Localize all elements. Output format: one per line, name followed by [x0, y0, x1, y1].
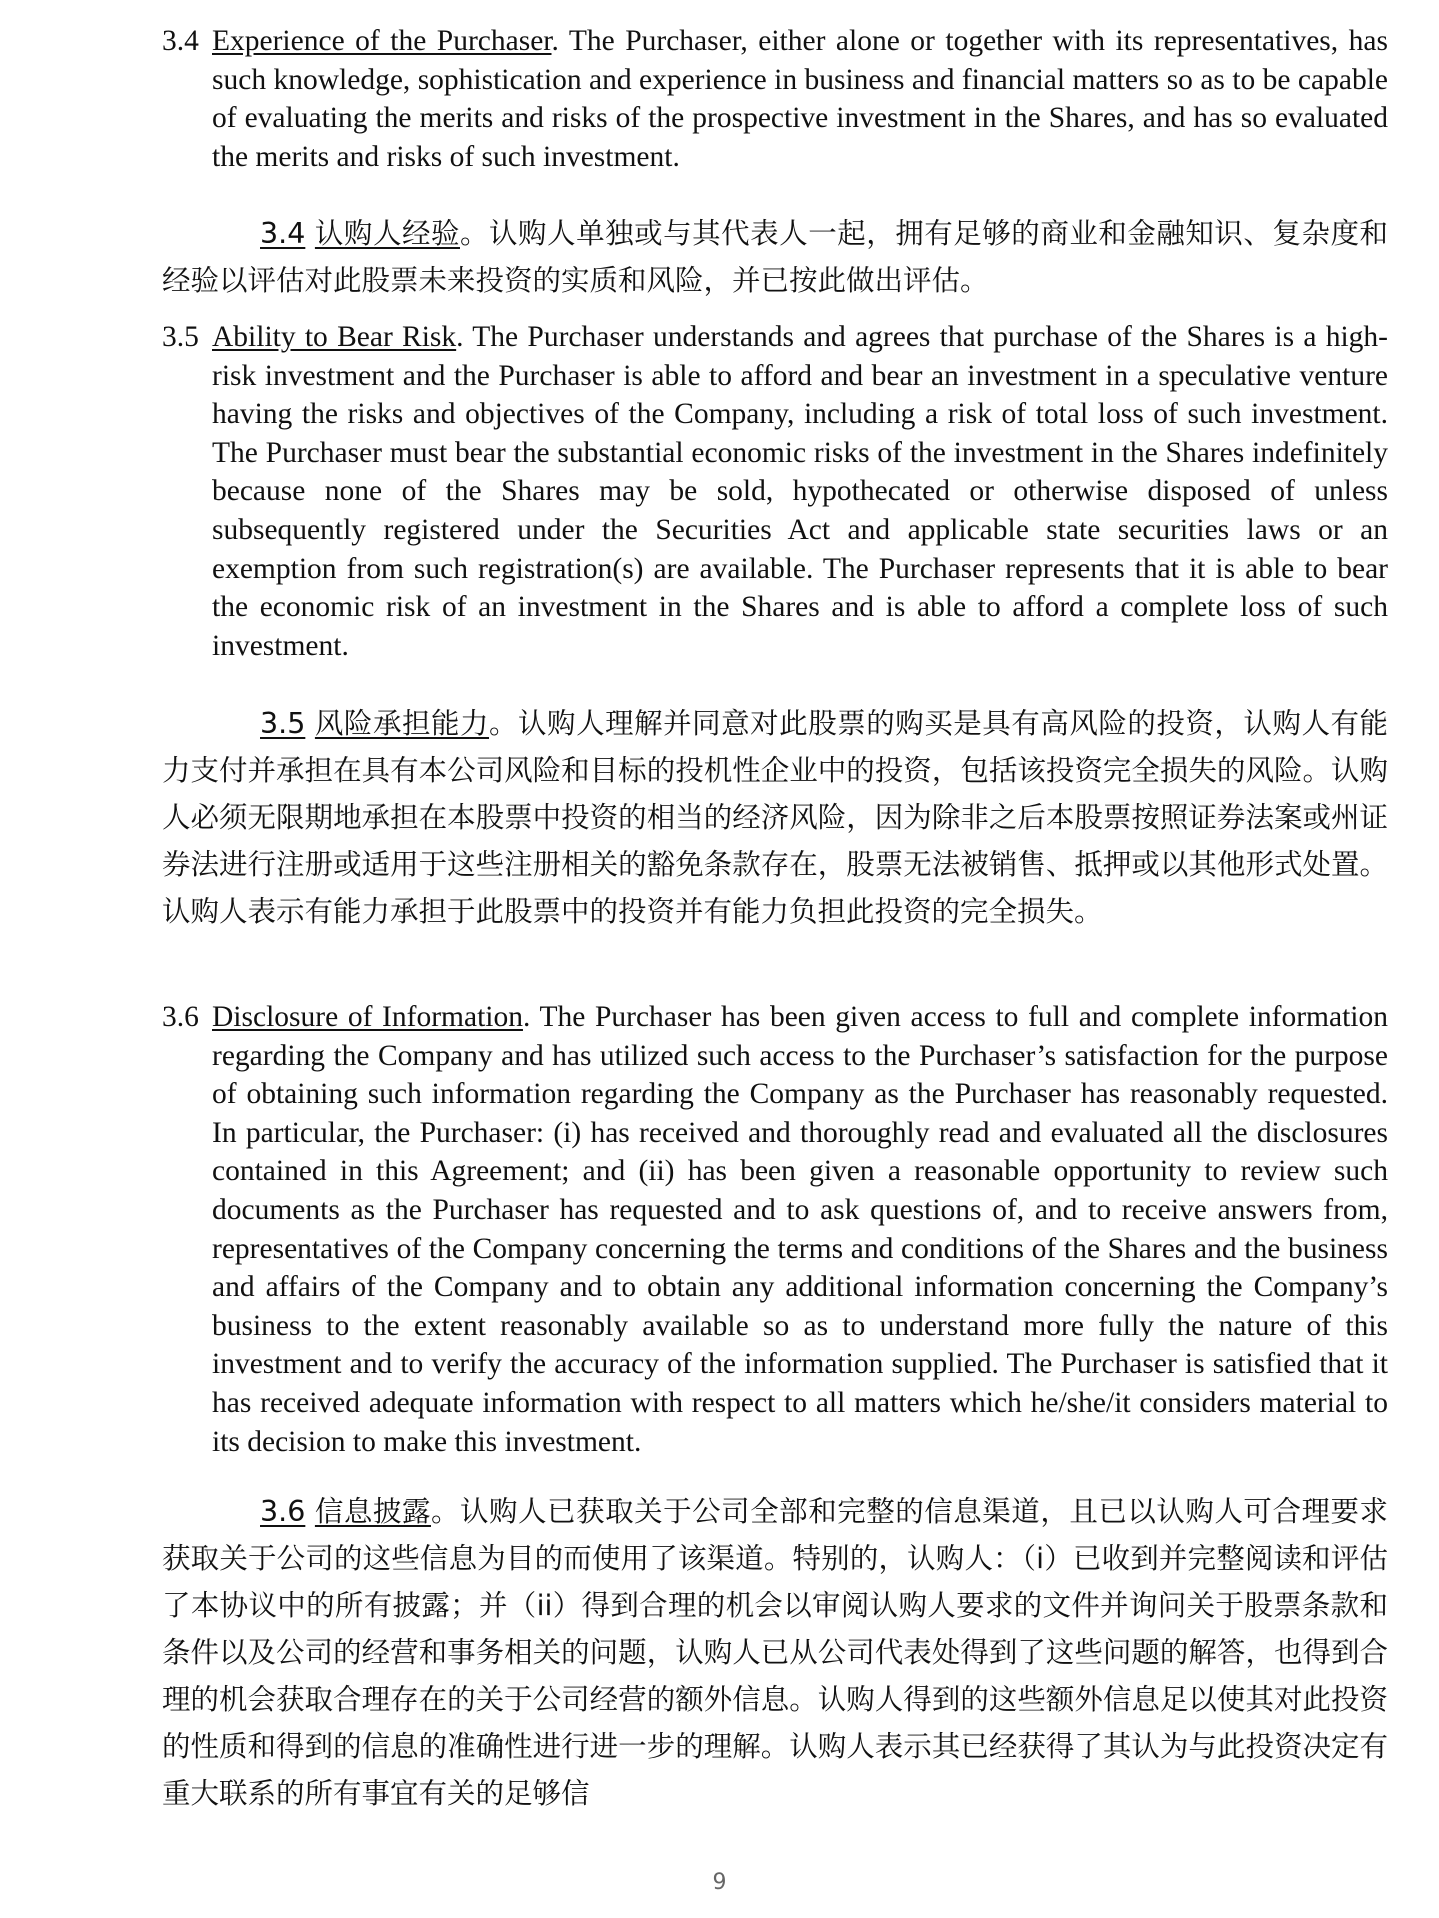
- section-body: [212, 998, 1388, 1461]
- section-number-zh: 3.6: [260, 1495, 306, 1528]
- section-text-zh: 。认购人理解并同意对此股票的购买是具有高风险的投资，认购人有能力支付并承担在具有本公司风险和目标的投机性企业中的投资，包括该投资完全损失的风险。认购人必须无限期地承担在本股票中投资的相当的经济风险，因为除非之后本股票按照证券法案或州证券法进行注册或适用于这些注册相关的豁免条款存在，股票无法被销售、抵押或以其他形式处置。认购人表示有能力承担于此股票中的投资并有能力负担此投资的完全损失。: [162, 707, 1388, 928]
- section-heading: Disclosure of Information: [212, 1001, 523, 1033]
- section-heading-zh: 认购人经验: [314, 217, 460, 250]
- page-number: 9: [712, 1870, 727, 1895]
- section-text: . The Purchaser understands and agrees that purchase of the Shares is a high-risk investment and the Purchaser is able to afford and bear an investment in a speculative venture having the risks and objectives of the Company, including a risk of total loss of such investment. The Purchaser must bear the substantial economic risks of the investment in the Shares indefinitely because none of the Shares may be sold, hypothecated or otherwise disposed of unless subsequently registered under the Securities Act and applicable state securities laws or an exemption from such registration(s) are available. The Purchaser represents that it is able to bear the economic risk of an investment in the Shares and is able to afford a complete loss of such investment.: [212, 321, 1388, 662]
- section-text: . The Purchaser, either alone or together with its representatives, has such knowledge, sophistication and experience in business and financial matters so as to be capable of evaluating the merits and risks of the prospective investment in the Shares, and has so evaluated the merits and risks of such investment.: [212, 25, 1388, 173]
- section-heading-zh: 信息披露: [314, 1495, 431, 1528]
- section-number: 3.6: [162, 1001, 199, 1033]
- section-heading: Experience of the Purchaser: [212, 25, 552, 57]
- section-3-4-zh: [162, 210, 1388, 304]
- section-body: [212, 318, 1388, 665]
- section-number-zh: 3.4: [260, 217, 306, 250]
- section-3-4-en: [162, 22, 1388, 176]
- section-heading-zh: 风险承担能力: [314, 707, 490, 740]
- section-heading: Ability to Bear Risk: [212, 321, 457, 353]
- section-number-zh: 3.5: [260, 707, 306, 740]
- section-text-zh: 。认购人单独或与其代表人一起，拥有足够的商业和金融知识、复杂度和经验以评估对此股票未来投资的实质和风险，并已按此做出评估。: [162, 217, 1388, 297]
- section-number: 3.4: [162, 25, 199, 57]
- section-number: 3.5: [162, 321, 199, 353]
- section-3-5-en: [162, 318, 1388, 665]
- section-text-zh: 。认购人已获取关于公司全部和完整的信息渠道，且已以认购人可合理要求获取关于公司的这些信息为目的而使用了该渠道。特别的，认购人：（i）已收到并完整阅读和评估了本协议中的所有披露；并（ii）得到合理的机会以审阅认购人要求的文件并询问关于股票条款和条件以及公司的经营和事务相关的问题，认购人已从公司代表处得到了这些问题的解答，也得到合理的机会获取合理存在的关于公司经营的额外信息。认购人得到的这些额外信息足以使其对此投资的性质和得到的信息的准确性进行进一步的理解。认购人表示其已经获得了其认为与此投资决定有重大联系的所有事宜有关的足够信: [162, 1495, 1388, 1810]
- section-3-6-zh: [162, 1488, 1388, 1817]
- section-text: . The Purchaser has been given access to full and complete information regarding the Company and has utilized such access to the Purchaser’s satisfaction for the purpose of obtaining such information regarding the Company as the Purchaser has reasonably requested. In particular, the Purchaser: (i) has received and thoroughly read and evaluated all the disclosures contained in this Agreement; and (ii) has been given a reasonable opportunity to review such documents as the Purchaser has requested and to ask questions of, and to receive answers from, representatives of the Company concerning the terms and conditions of the Shares and the business and affairs of the Company and to obtain any additional information concerning the Company’s business to the extent reasonably available so as to understand more fully the nature of this investment and to verify the accuracy of the information supplied. The Purchaser is satisfied that it has received adequate information with respect to all matters which he/she/it considers material to its decision to make this investment.: [212, 1001, 1388, 1458]
- section-body: [212, 22, 1388, 176]
- section-3-6-en: [162, 998, 1388, 1461]
- section-3-5-zh: [162, 700, 1388, 935]
